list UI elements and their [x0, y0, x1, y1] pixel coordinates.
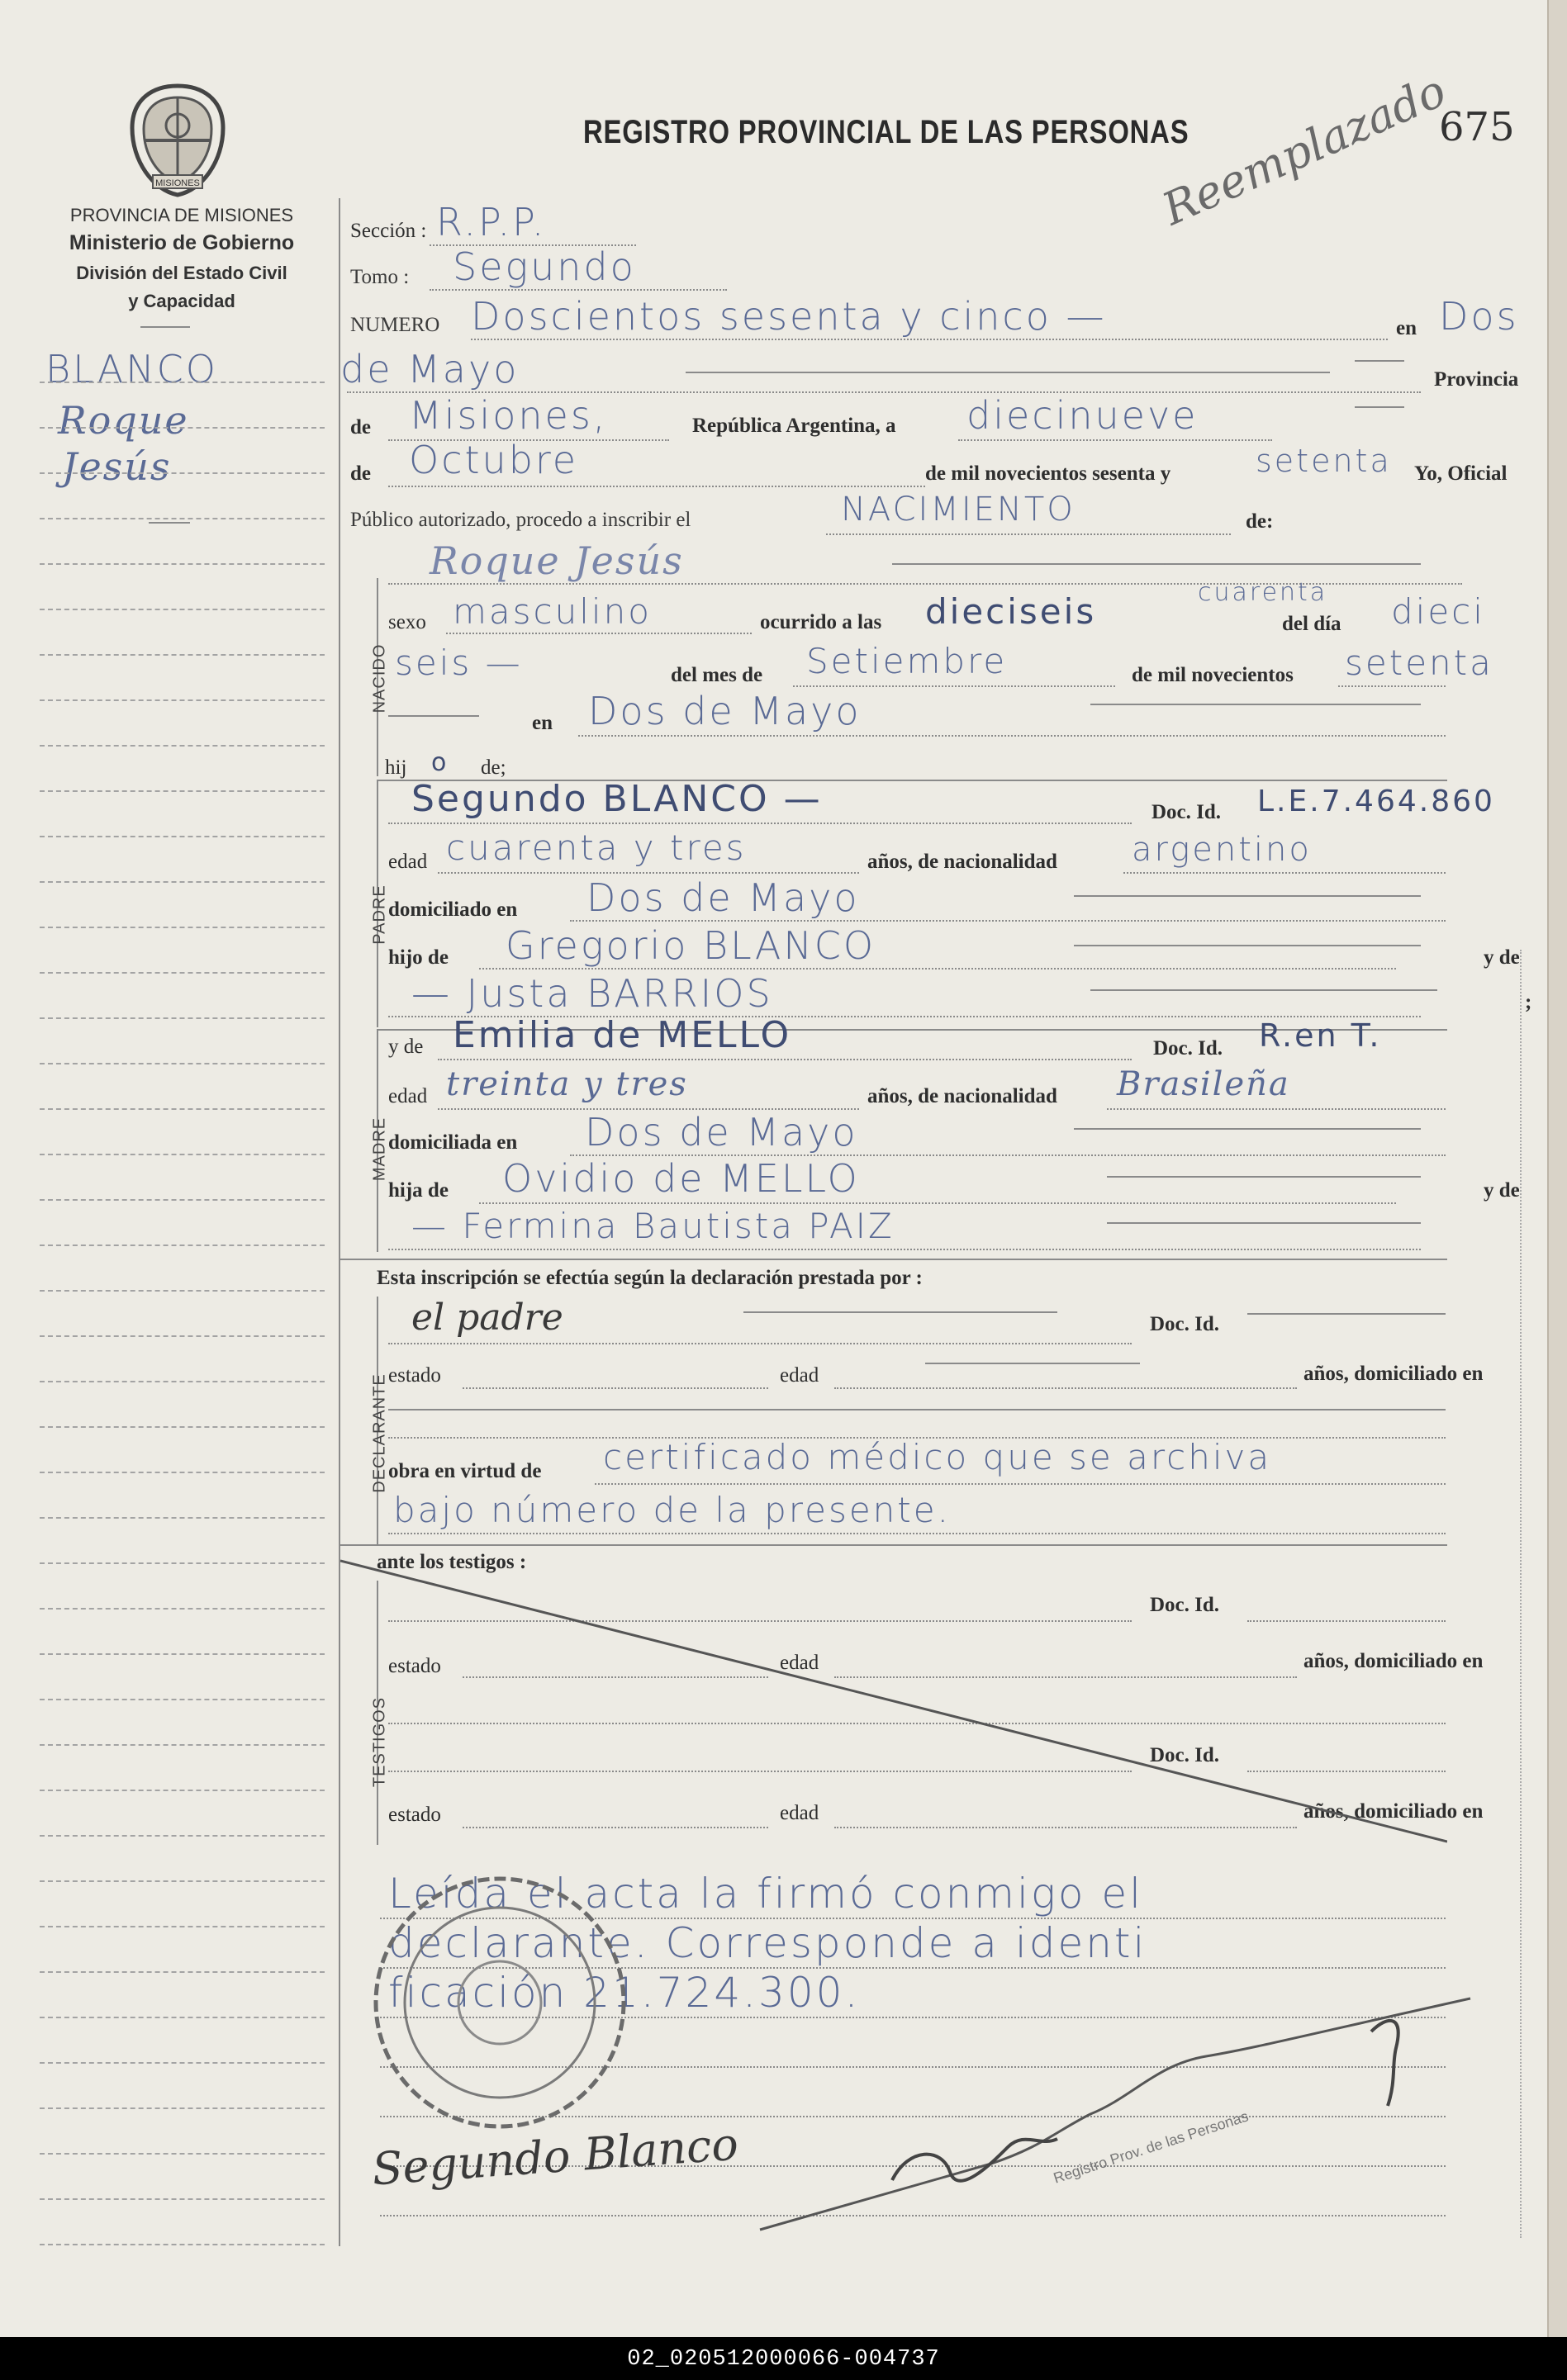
- label-sexo: sexo: [388, 611, 426, 633]
- label-edad-testigo-2: edad: [780, 1802, 819, 1824]
- margin-rule-line: [40, 563, 325, 565]
- entry-sexo: masculino: [453, 591, 652, 632]
- margin-rule-line: [40, 2062, 325, 2064]
- margin-rule-line: [40, 1562, 325, 1564]
- label-rep-arg: República Argentina, a: [692, 415, 896, 437]
- margin-rule-line: [40, 1426, 325, 1428]
- entry-tomo: Segundo: [453, 244, 636, 289]
- label-hija-de: hija de: [388, 1179, 449, 1202]
- cancel-strike-line: [340, 1553, 1447, 1850]
- section-testigos: TESTIGOS: [370, 1696, 389, 1788]
- label-doc-declarante: Doc. Id.: [1150, 1313, 1220, 1335]
- label-numero: NUMERO: [350, 314, 440, 336]
- margin-rule-line: [40, 1926, 325, 1927]
- margin-rule-line: [40, 1971, 325, 1973]
- entry-provincia: Misiones,: [409, 393, 608, 438]
- margin-rule-line: [40, 2153, 325, 2155]
- entry-mes: Octubre: [409, 438, 579, 482]
- margin-rule-line: [40, 1608, 325, 1610]
- label-y-de-madre: y de: [388, 1036, 424, 1058]
- margin-rule-line: [40, 1835, 325, 1837]
- entry-madre-edad: treinta y tres: [446, 1065, 688, 1103]
- label-en-nac: en: [532, 712, 553, 734]
- label-provincia: Provincia: [1434, 368, 1519, 391]
- margin-rule-line: [40, 2107, 325, 2109]
- margin-rule-line: [40, 472, 325, 474]
- margin-name-1: Roque: [58, 398, 189, 443]
- label-seccion: Sección :: [350, 220, 427, 242]
- label-edad-madre: edad: [388, 1085, 428, 1107]
- org-line-2: Ministerio de Gobierno: [69, 231, 295, 254]
- entry-cierre-3: ficación 21.724.300.: [388, 1969, 861, 2017]
- margin-rule-line: [40, 1154, 325, 1155]
- label-del-dia: del día: [1282, 613, 1341, 635]
- margin-rule-line: [40, 2017, 325, 2018]
- label-nac-madre: años, de nacionalidad: [867, 1085, 1057, 1107]
- seal-text: MISIONES: [155, 178, 200, 188]
- entry-padre-edad: cuarenta y tres: [446, 827, 747, 868]
- label-semicolon: ;: [1525, 991, 1532, 1013]
- label-nac-padre: años, de nacionalidad: [867, 851, 1057, 873]
- label-de-semicolon: de;: [481, 756, 506, 779]
- margin-rule-line: [40, 1199, 325, 1201]
- margin-rule-line: [40, 745, 325, 747]
- label-del-mes: del mes de: [671, 664, 763, 686]
- label-tomo: Tomo :: [350, 266, 410, 288]
- section-nacido: NACIDO: [370, 643, 389, 714]
- official-round-stamp-icon: [363, 1866, 636, 2139]
- entry-lugar-nac: Dos de Mayo: [588, 689, 862, 733]
- label-anios-dom-testigo-1: años, domiciliado en: [1303, 1650, 1484, 1672]
- entry-madre-nombre: Emilia de MELLO: [453, 1014, 792, 1056]
- entry-cierre-2: declarante. Corresponde a identi: [388, 1919, 1147, 1967]
- entry-padre-padre: Gregorio BLANCO: [506, 923, 876, 968]
- margin-rule-line: [40, 2244, 325, 2245]
- margin-rule-line: [40, 518, 325, 519]
- sello-oficial: Registro Prov. de las Personas: [1051, 2107, 1251, 2187]
- org-line-3: División del Estado Civil: [76, 263, 287, 283]
- form-title: REGISTRO PROVINCIAL DE LAS PERSONAS: [583, 114, 1189, 150]
- label-estado-testigo-1: estado: [388, 1655, 441, 1677]
- entry-hij-letter: o: [431, 748, 447, 777]
- margin-rule-line: [40, 2198, 325, 2200]
- label-ante-testigos: ante los testigos :: [377, 1551, 527, 1573]
- margin-rule-line: [40, 1017, 325, 1019]
- entry-madre-padre: Ovidio de MELLO: [502, 1156, 860, 1201]
- label-y-de-madre-2: y de: [1484, 1179, 1520, 1202]
- official-signature-icon: [743, 1982, 1487, 2246]
- entry-dia-nac-1: dieci: [1391, 591, 1485, 632]
- margin-rule-line: [40, 382, 325, 383]
- margin-rule-line: [40, 654, 325, 656]
- label-de-prov: de: [350, 416, 371, 439]
- label-yo-oficial: Yo, Oficial: [1414, 462, 1508, 485]
- label-doc-padre: Doc. Id.: [1152, 801, 1222, 823]
- label-obra: obra en virtud de: [388, 1460, 542, 1482]
- entry-padre-nac: argentino: [1132, 831, 1312, 869]
- entry-madre-nac: Brasileña: [1117, 1065, 1290, 1103]
- entry-madre-doc: R.en T.: [1259, 1017, 1382, 1054]
- entry-nombre-nacido: Roque Jesús: [430, 538, 684, 583]
- margin-rule-line: [40, 427, 325, 429]
- label-doc-madre: Doc. Id.: [1153, 1037, 1223, 1060]
- margin-rule-line: [40, 1790, 325, 1791]
- label-declaracion: Esta inscripción se efectúa según la declaración prestada por :: [377, 1267, 923, 1289]
- entry-mes-nac: Setiembre: [806, 641, 1008, 681]
- entry-seccion: R.P.P.: [436, 200, 547, 244]
- label-de-mes: de: [350, 462, 371, 485]
- entry-tipo-acta: NACIMIENTO: [841, 491, 1076, 529]
- label-edad-declarante: edad: [780, 1364, 819, 1387]
- provincial-seal-icon: [124, 83, 231, 198]
- label-ocurrido: ocurrido a las: [760, 611, 882, 633]
- section-declarante: DECLARANTE: [370, 1373, 389, 1493]
- entry-dia-nac-2: seis —: [395, 642, 523, 683]
- entry-madre-dom: Dos de Mayo: [585, 1110, 858, 1154]
- margin-rule-line: [40, 927, 325, 928]
- label-doc-testigo-2: Doc. Id.: [1150, 1744, 1220, 1766]
- margin-rule-line: [40, 1517, 325, 1519]
- margin-rule-line: [40, 1063, 325, 1064]
- margin-rule-line: [40, 699, 325, 701]
- entry-dia: diecinueve: [966, 393, 1199, 438]
- margin-rule-line: [40, 1744, 325, 1746]
- margin-rule-line: [40, 1245, 325, 1246]
- margin-surname: BLANCO: [45, 347, 219, 391]
- entry-padre-nombre: Segundo BLANCO —: [411, 778, 823, 820]
- label-dom-madre: domiciliada en: [388, 1131, 518, 1154]
- entry-en-lugar-2: de Mayo: [340, 347, 520, 391]
- entry-padre-dom: Dos de Mayo: [586, 875, 860, 920]
- label-anios-dom-declarante: años, domiciliado en: [1303, 1363, 1484, 1385]
- margin-rule-line: [40, 972, 325, 974]
- label-de-colon: de:: [1246, 510, 1274, 533]
- entry-madre-madre: — Fermina Bautista PAIZ: [411, 1206, 895, 1246]
- entry-obra-1: certificado médico que se archiva: [603, 1437, 1272, 1477]
- folio-number: 675: [1439, 104, 1515, 150]
- entry-padre-doc: L.E.7.464.860: [1257, 785, 1495, 818]
- margin-rule-line: [40, 1880, 325, 1882]
- margin-rule-line: [40, 1290, 325, 1292]
- label-hij: hij: [385, 756, 407, 779]
- label-anios-dom-testigo-2: años, domiciliado en: [1303, 1800, 1484, 1823]
- org-line-4: y Capacidad: [128, 291, 235, 311]
- section-madre: MADRE: [370, 1117, 389, 1182]
- margin-rule-line: [40, 1472, 325, 1473]
- file-caption: 02_020512000066-004737: [627, 2347, 940, 2372]
- entry-anio: setenta: [1256, 443, 1392, 479]
- entry-en-lugar-1: Dos: [1439, 294, 1519, 339]
- file-caption-bar: [0, 2337, 1567, 2380]
- entry-anio-nac: setenta: [1345, 642, 1493, 683]
- entry-cierre-1: Leída el acta la firmó conmigo el: [388, 1870, 1144, 1918]
- margin-rule-line: [40, 836, 325, 837]
- folio-stamp: Reemplazado: [1155, 64, 1454, 236]
- label-dom-padre: domiciliado en: [388, 898, 518, 921]
- label-doc-testigo-1: Doc. Id.: [1150, 1594, 1220, 1616]
- margin-rule-line: [40, 1699, 325, 1700]
- label-estado-declarante: estado: [388, 1364, 441, 1387]
- label-publico: Público autorizado, procedo a inscribir el: [350, 509, 691, 531]
- margin-name-2: Jesús: [62, 444, 172, 489]
- entry-numero: Doscientos sesenta y cinco —: [471, 294, 1107, 339]
- main-border: [339, 198, 340, 2246]
- section-padre: PADRE: [370, 884, 389, 945]
- label-edad-testigo-1: edad: [780, 1652, 819, 1674]
- margin-rule-line: [40, 1108, 325, 1110]
- entry-declarante: el padre: [411, 1297, 563, 1339]
- margin-rule-line: [40, 881, 325, 883]
- label-y-de-padre: y de: [1484, 946, 1520, 969]
- margin-rule-line: [40, 1381, 325, 1382]
- entry-minutos: cuarenta: [1198, 578, 1328, 607]
- label-de-mil-sesenta: de mil novecientos sesenta y: [925, 462, 1171, 485]
- label-de-mil: de mil novecientos: [1132, 664, 1294, 686]
- margin-rule-line: [40, 1653, 325, 1655]
- entry-padre-madre: — Justa BARRIOS: [411, 971, 773, 1016]
- label-estado-testigo-2: estado: [388, 1804, 441, 1826]
- margin-rule-line: [40, 609, 325, 610]
- label-hijo-de: hijo de: [388, 946, 449, 969]
- entry-obra-2: bajo número de la presente.: [393, 1490, 951, 1530]
- binding-edge: [1547, 0, 1567, 2337]
- margin-rule-line: [40, 790, 325, 792]
- entry-hora: dieciseis: [925, 591, 1097, 632]
- margin-rule-line: [40, 1335, 325, 1337]
- label-en: en: [1396, 317, 1417, 339]
- org-line-1: PROVINCIA DE MISIONES: [69, 205, 294, 225]
- label-edad-padre: edad: [388, 851, 428, 873]
- firma-declarante: Segundo Blanco: [370, 2117, 740, 2196]
